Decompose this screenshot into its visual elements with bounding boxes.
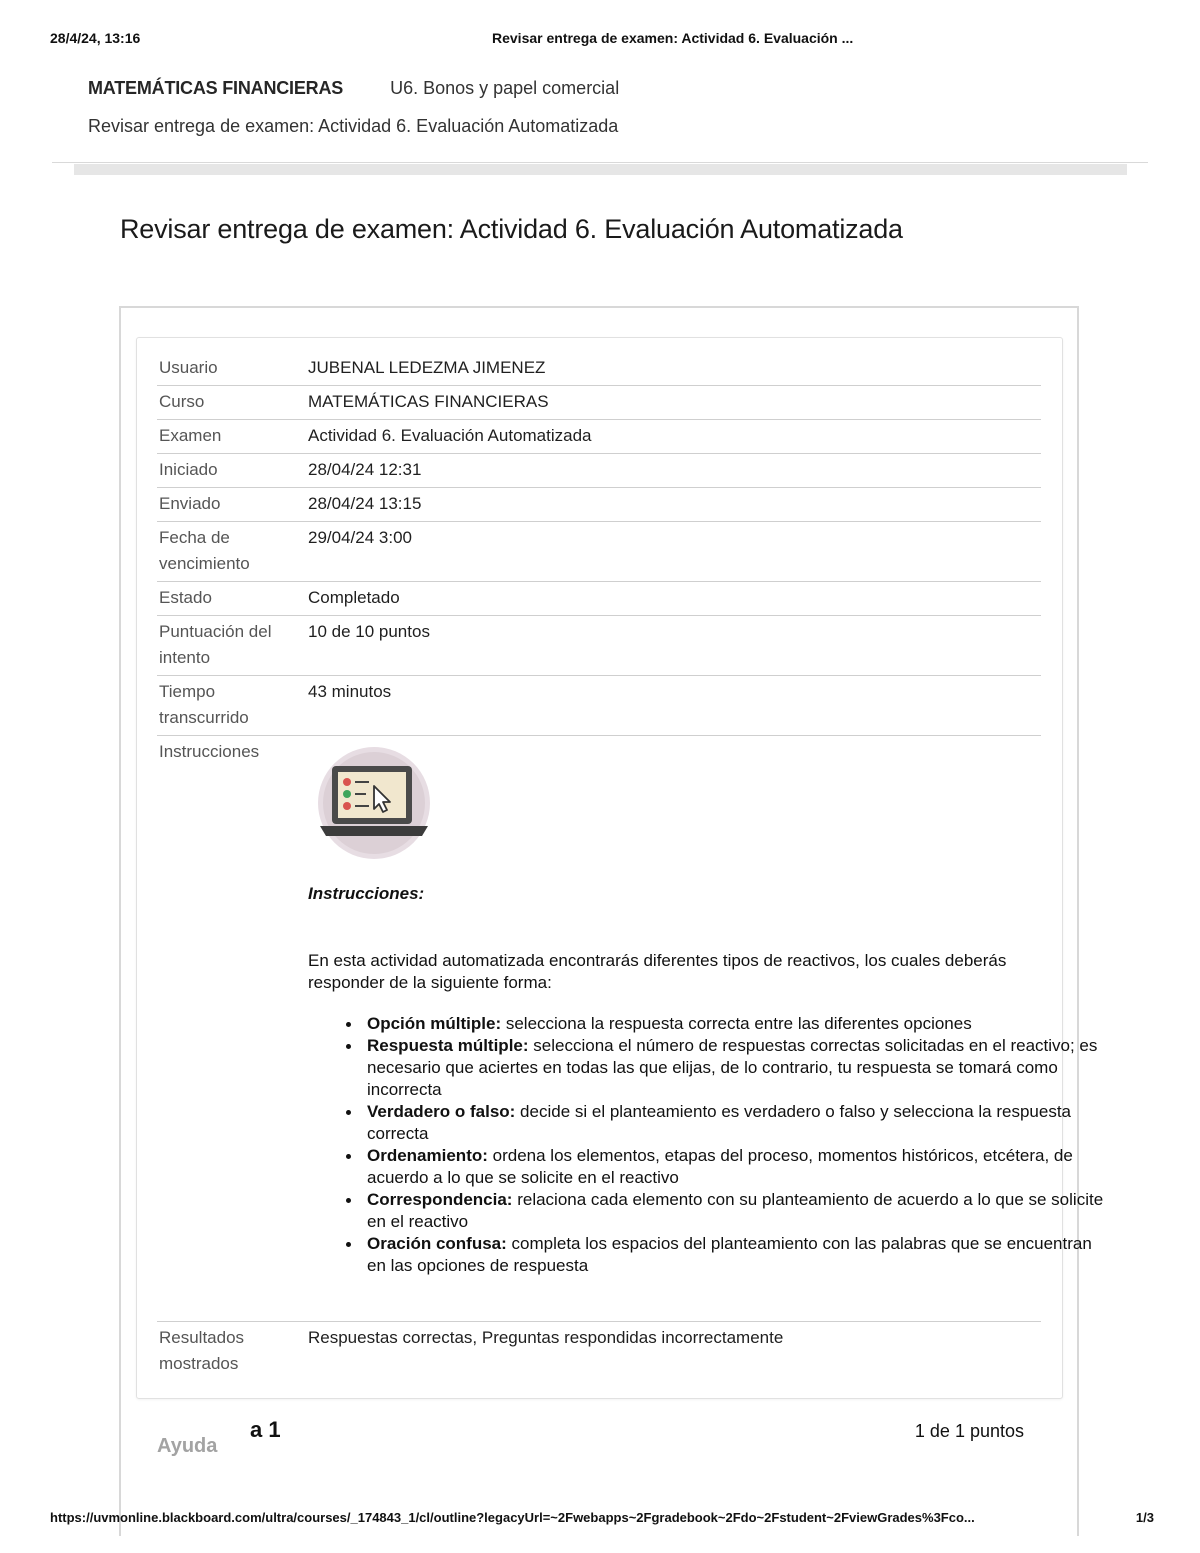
detail-label: Curso — [159, 392, 205, 411]
item-term: Ordenamiento: — [367, 1146, 488, 1165]
detail-row-puntuacion — [157, 619, 1041, 676]
detail-value: MATEMÁTICAS FINANCIERAS — [308, 392, 549, 411]
detail-label: Puntuación del intento — [159, 622, 272, 667]
instructions-intro: En esta actividad automatizada encontrarás diferentes tipos de reactivos, los cuales deberás responder de la siguiente forma: — [308, 951, 1007, 992]
detail-label: Usuario — [159, 358, 218, 377]
detail-value: 29/04/24 3:00 — [308, 528, 412, 547]
breadcrumb-current-page: Revisar entrega de examen: Actividad 6. Evaluación Automatizada — [88, 116, 619, 136]
item-term: Correspondencia: — [367, 1190, 513, 1209]
detail-value: JUBENAL LEDEZMA JIMENEZ — [308, 358, 546, 377]
item-text: selecciona el número de respuestas correctas solicitadas en el reactivo; es necesario que aciertes en todas las que elijas, de lo contrario, tu respuesta se tomará como incorrecta — [367, 1036, 1098, 1099]
detail-value: 10 de 10 puntos — [308, 622, 430, 641]
detail-label: Resultados mostrados — [159, 1328, 245, 1373]
detail-value: Actividad 6. Evaluación Automatizada — [308, 426, 592, 445]
detail-row-usuario — [157, 355, 1041, 386]
detail-label: Examen — [159, 426, 222, 445]
list-item — [367, 1101, 1107, 1145]
print-title: Revisar entrega de examen: Actividad 6. Evaluación ... — [492, 30, 854, 46]
detail-label: Iniciado — [159, 460, 218, 479]
detail-label: Tiempo transcurrido — [159, 682, 249, 727]
item-text: ordena los elementos, etapas del proceso, momentos históricos, etcétera, de acuerdo a lo que se solicite en el reactivo — [367, 1146, 1073, 1187]
breadcrumb — [88, 78, 619, 99]
question-number: a 1 — [250, 1417, 281, 1442]
item-text: selecciona la respuesta correcta entre las diferentes opciones — [501, 1014, 972, 1033]
instructions-list — [308, 1013, 1107, 1277]
detail-row-enviado — [157, 491, 1041, 522]
item-term: Opción múltiple: — [367, 1014, 502, 1033]
detail-label: Estado — [159, 588, 212, 607]
print-header — [50, 30, 1152, 50]
detail-label: Enviado — [159, 494, 221, 513]
question-header — [157, 1417, 1027, 1457]
page-title: Revisar entrega de examen: Actividad 6. Evaluación Automatizada — [120, 214, 903, 244]
detail-row-tiempo — [157, 679, 1041, 736]
detail-row-iniciado — [157, 457, 1041, 488]
list-item — [367, 1145, 1107, 1189]
item-term: Verdadero o falso: — [367, 1102, 516, 1121]
list-item — [367, 1013, 1107, 1035]
item-term: Oración confusa: — [367, 1234, 507, 1253]
item-text: completa los espacios del planteamiento con las palabras que se encuentran en las opciones de respuesta — [367, 1234, 1092, 1275]
help-button[interactable]: Ayuda — [157, 1435, 218, 1457]
detail-row-fecha-vencimiento — [157, 525, 1041, 582]
breadcrumb-unit[interactable]: U6. Bonos y papel comercial — [390, 78, 620, 98]
header-divider — [52, 162, 1148, 163]
detail-value: 28/04/24 12:31 — [308, 460, 422, 479]
detail-row-examen — [157, 423, 1041, 454]
question-points: 1 de 1 puntos — [914, 1421, 1024, 1441]
breadcrumb-course[interactable]: MATEMÁTICAS FINANCIERAS — [88, 78, 344, 98]
item-text: relaciona cada elemento con su planteamiento de acuerdo a lo que se solicite en el reactivo — [367, 1190, 1104, 1231]
detail-value: Completado — [308, 588, 400, 607]
detail-value: Respuestas correctas, Preguntas respondidas incorrectamente — [308, 1328, 784, 1347]
list-item — [367, 1233, 1107, 1277]
header-band — [74, 164, 1127, 175]
detail-row-resultados — [157, 1325, 1041, 1381]
detail-value: 28/04/24 13:15 — [308, 494, 422, 513]
print-url: https://uvmonline.blackboard.com/ultra/courses/_174843_1/cl/outline?legacyUrl=~2Fwebapps~2Fgradebook~2Fdo~2Fstudent~2FviewGrades%3Fco... — [50, 1510, 975, 1525]
detail-label: Instrucciones — [159, 742, 260, 761]
detail-value: 43 minutos — [308, 682, 392, 701]
instructions-heading: Instrucciones: — [308, 884, 425, 903]
item-term: Respuesta múltiple: — [367, 1036, 529, 1055]
laptop-cursor-icon — [314, 746, 434, 862]
print-page-number: 1/3 — [1135, 1510, 1154, 1525]
list-item — [367, 1035, 1107, 1101]
detail-row-estado — [157, 585, 1041, 616]
print-date: 28/4/24, 13:16 — [50, 30, 141, 46]
list-item — [367, 1189, 1107, 1233]
detail-row-curso — [157, 389, 1041, 420]
item-text: decide si el planteamiento es verdadero o falso y selecciona la respuesta correcta — [367, 1102, 1071, 1143]
detail-label: Fecha de vencimiento — [159, 528, 250, 573]
